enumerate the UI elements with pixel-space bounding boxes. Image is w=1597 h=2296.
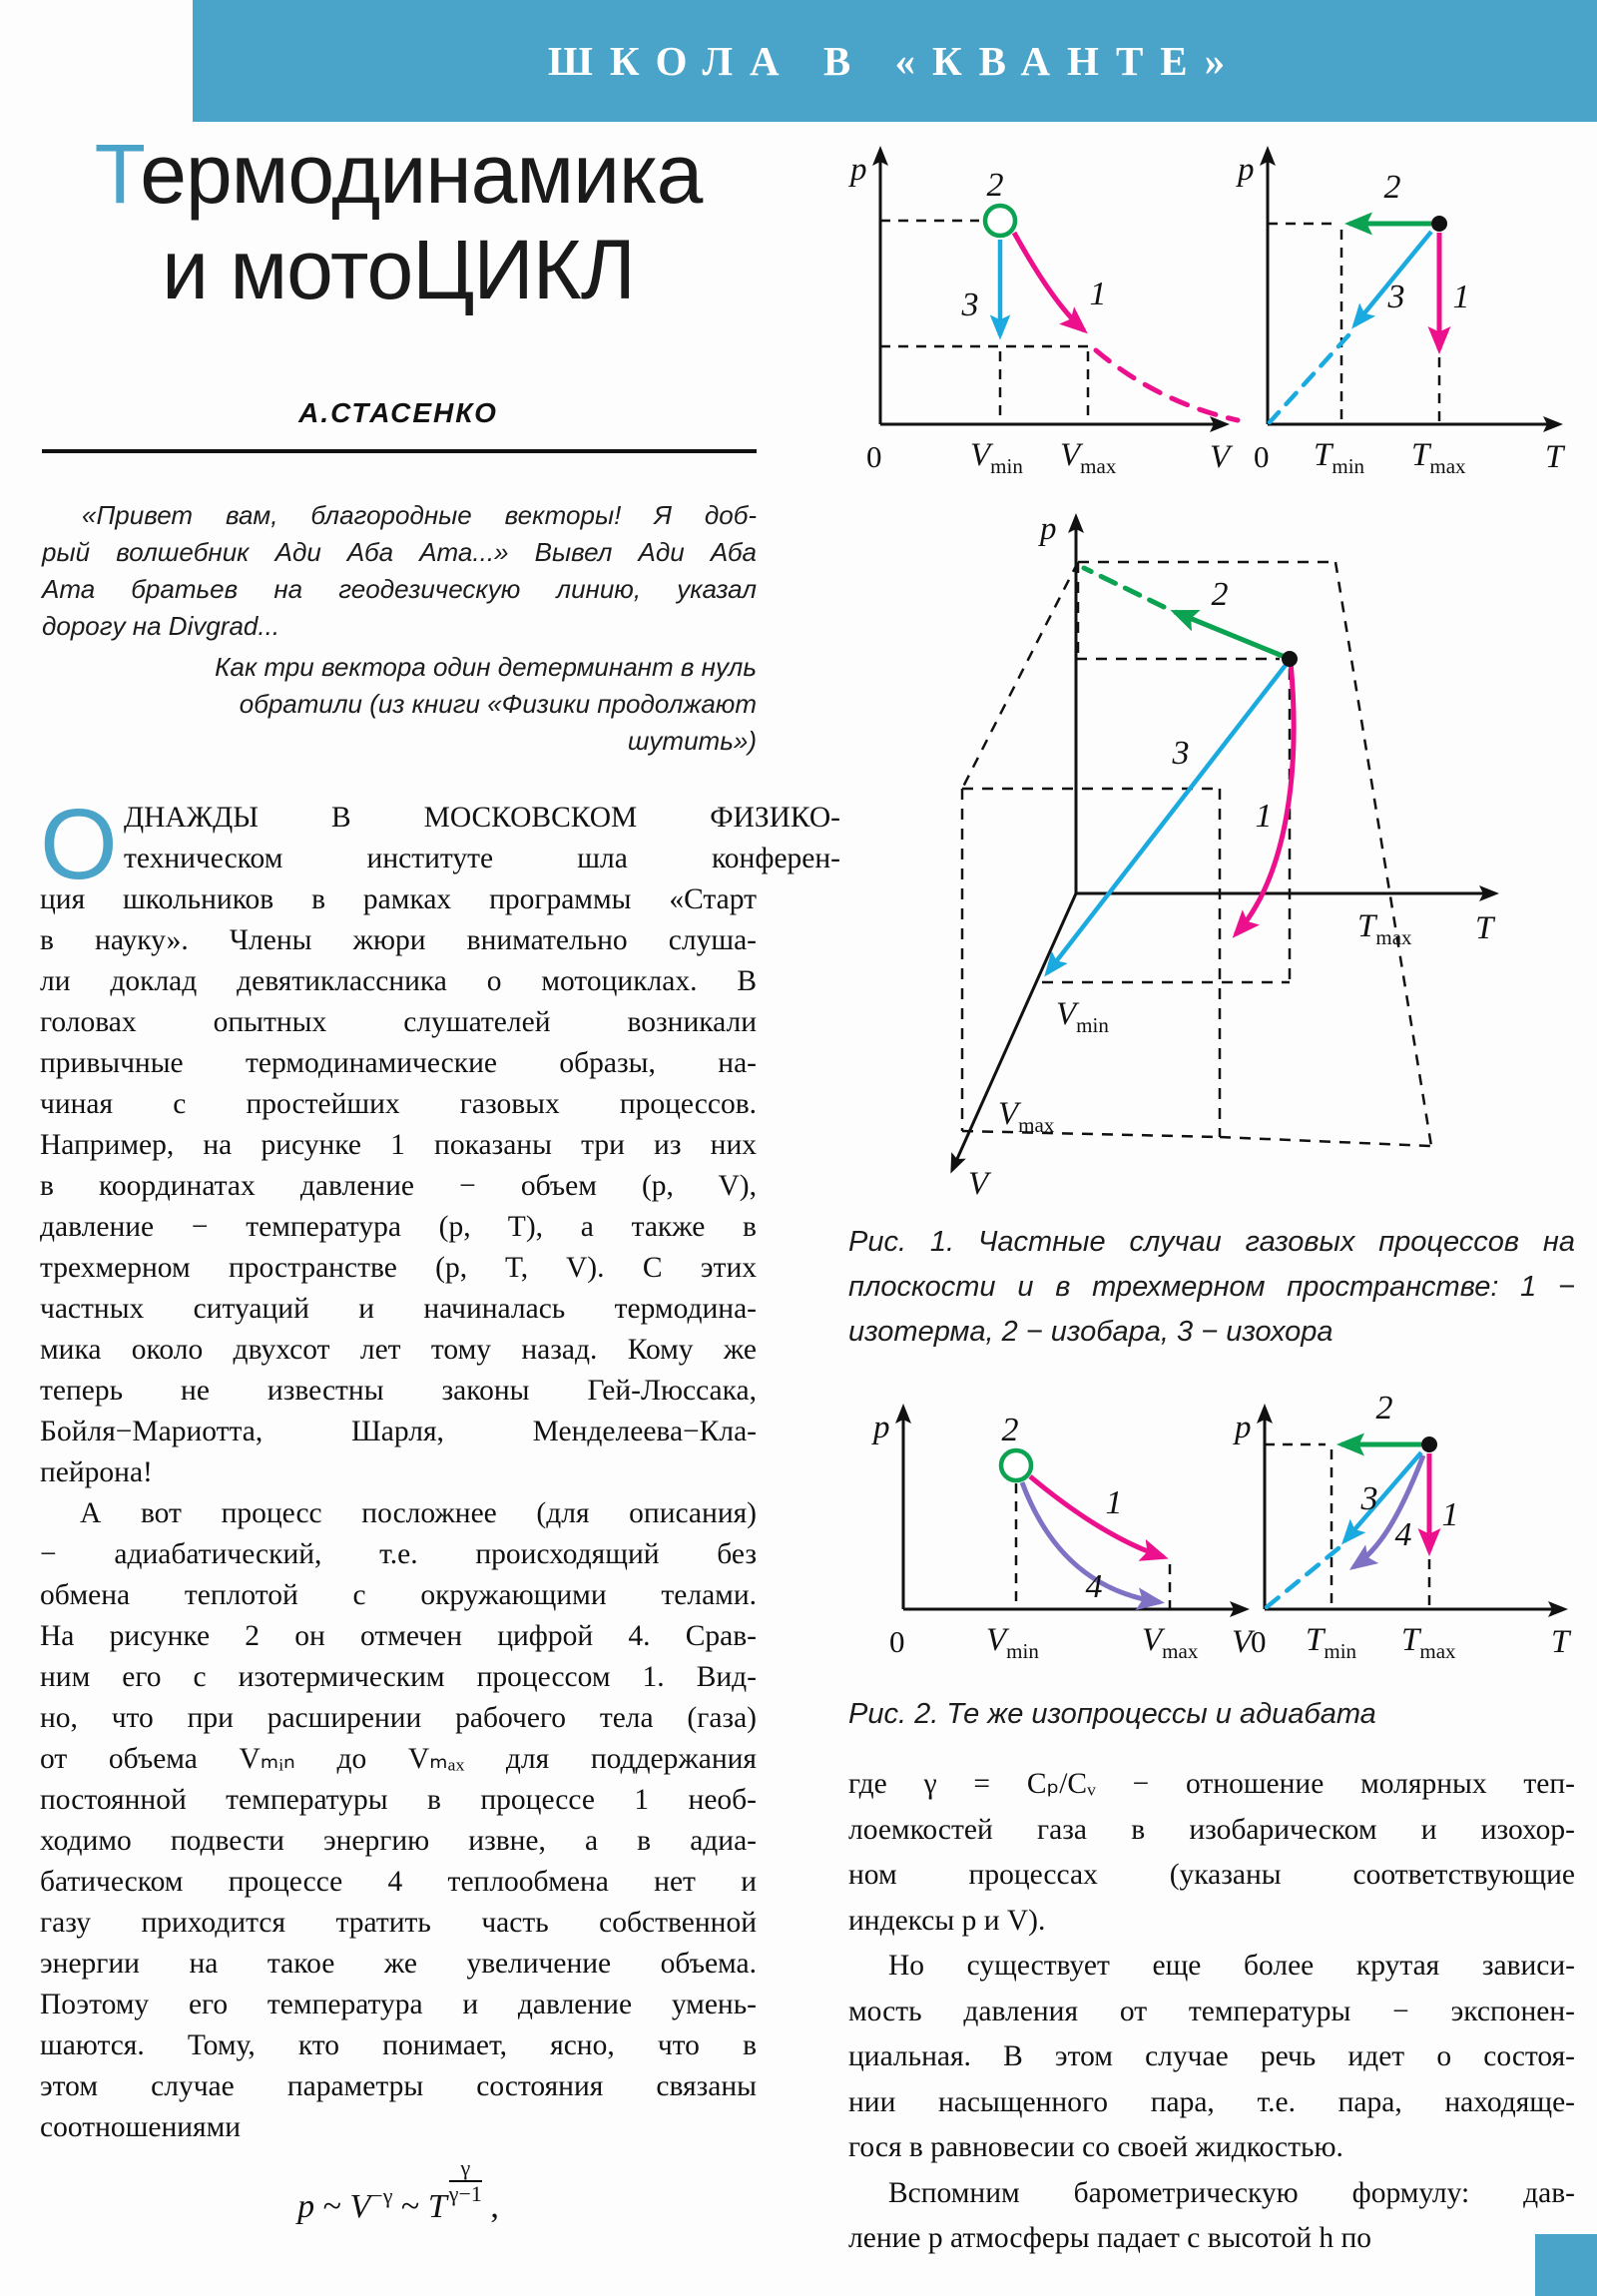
body-line: Но существует еще более крутая зависи-: [888, 1950, 1575, 1982]
p-axis-label: p: [1040, 511, 1057, 547]
v-axis-label: V: [1232, 1624, 1253, 1660]
epigraph-line: дорогу на Divgrad...: [42, 611, 280, 641]
formula-V: V: [349, 2188, 371, 2226]
article-title-line2: и мотоЦИКЛ: [162, 223, 635, 316]
body-line: техническом институте шла конферен-: [124, 843, 840, 874]
body-line: энергии на такое же увеличение объема.: [40, 1948, 757, 1980]
p-axis-label: p: [873, 1410, 890, 1445]
body-line: На рисунке 2 он отмечен цифрой 4. Срав-: [40, 1620, 757, 1652]
title-line1-rest: ермодинамика: [140, 127, 703, 221]
fig1-3d-diagram: [898, 494, 1577, 1213]
fraction-denominator: γ−1: [448, 2181, 482, 2207]
body-line: от объема Vₘᵢₙ до Vₘₐₓ для поддержания: [40, 1743, 757, 1775]
tmin-label: Tmin: [1314, 437, 1365, 478]
vmin-label: Vmin: [1056, 996, 1109, 1037]
curve-label-2: 2: [986, 167, 1004, 204]
body-line: Бойля−Мариотта, Шарля, Менделеева−Кла-: [40, 1416, 757, 1447]
body-line: ДНАЖДЫ В МОСКОВСКОМ ФИЗИКО-: [124, 802, 840, 834]
body-line: индексы p и V).: [848, 1904, 1046, 1937]
body-line: нии насыщенного пара, т.е. пара, находяще-: [848, 2085, 1575, 2118]
curve-label-2: 2: [1211, 576, 1229, 613]
formula-T-exp-fraction: [449, 2156, 482, 2206]
body-line: Поэтому его температура и давление умень-: [40, 1989, 757, 2020]
state-point-dot: [1282, 651, 1298, 667]
body-line: где γ = Cₚ/Cᵥ − отношение молярных теп-: [848, 1768, 1575, 1800]
p-axis-label: p: [1235, 1410, 1252, 1445]
vmin-label: Vmin: [970, 437, 1023, 478]
curve-label-1: 1: [1441, 1496, 1459, 1533]
body-line: мость давления от температуры − экспонен-: [848, 1995, 1575, 2027]
dropcap-letter: О: [40, 789, 118, 900]
fig2-pt-diagram: [1235, 1388, 1597, 1687]
v-axis-label: V: [1210, 439, 1231, 475]
body-line: ция школьников в рамках программы «Старт: [40, 883, 757, 915]
body-line: Например, на рисунке 1 показаны три из них: [40, 1129, 757, 1161]
section-banner-title: ШКОЛА В «КВАНТЕ»: [547, 38, 1243, 84]
curve-label-1: 1: [1452, 279, 1470, 315]
epigraph-line: Ата братьев на геодезическую линию, указал: [42, 574, 757, 604]
body-line: циальная. В этом случае речь идет о состоя-: [848, 2040, 1575, 2072]
author-name: А.СТАСЕНКО: [298, 397, 498, 428]
state-point-circle: [985, 206, 1015, 236]
fig1-pv-diagram: [838, 120, 1258, 484]
state-point-dot: [1431, 216, 1447, 232]
curve-label-1: 1: [1089, 276, 1107, 312]
formula-sim: ~: [400, 2188, 420, 2226]
origin-label: 0: [1251, 1624, 1267, 1659]
origin-label: 0: [1254, 439, 1270, 474]
isotherm-curve: [1014, 233, 1084, 330]
body-line: Вспомним барометрическую формулу: дав-: [888, 2176, 1575, 2209]
body-line: батическом процессе 4 теплообмена нет и: [40, 1866, 757, 1898]
t-axis-label: T: [1475, 910, 1494, 946]
body-line: обмена теплотой с окружающими телами.: [40, 1579, 757, 1611]
body-line: трехмерном пространстве (p, T, V). С этих: [40, 1252, 757, 1284]
author-rule: [42, 449, 757, 453]
body-line: ном процессах (указаны соответствующие: [848, 1859, 1575, 1891]
body-line: газу приходится тратить часть собственной: [40, 1907, 757, 1939]
formula-comma: ,: [490, 2188, 499, 2226]
body-line: в науку». Члены жюри внимательно слуша-: [40, 924, 757, 956]
article-title-line1: [40, 126, 757, 222]
fig1-pt-diagram: [1238, 120, 1597, 484]
page-corner-mark: [1535, 2234, 1597, 2296]
curve-label-3: 3: [1360, 1480, 1378, 1517]
t-axis-label: T: [1545, 439, 1564, 475]
title-initial: Т: [94, 127, 141, 221]
p-axis-label: p: [850, 152, 867, 188]
tmin-label: Tmin: [1306, 1622, 1357, 1663]
curve-label-1: 1: [1105, 1484, 1123, 1521]
body-line: гося в равновесии со своей жидкостью.: [848, 2131, 1343, 2163]
vmax-label: Vmax: [998, 1096, 1055, 1137]
body-line: частных ситуаций и начиналась термодина-: [40, 1293, 757, 1325]
fig2-pv-diagram: [838, 1388, 1258, 1687]
body-line: − адиабатический, т.е. происходящий без: [40, 1538, 757, 1570]
dashed-box: [962, 562, 1431, 1146]
tmax-label: Tmax: [1411, 437, 1466, 478]
vmax-label: Vmax: [1142, 1622, 1199, 1663]
isobar-dashed-tail: [1084, 568, 1164, 607]
isochore-dashed-tail: [1267, 1548, 1338, 1607]
curve-label-2: 2: [1383, 169, 1401, 206]
p-axis-label: p: [1238, 152, 1255, 188]
formula-V-exp: −γ: [370, 2183, 393, 2209]
body-line: но, что при расширении рабочего тела (газа): [40, 1702, 757, 1734]
body-line: головах опытных слушателей возникали: [40, 1006, 757, 1038]
body-line: лоемкостей газа в изобарическом и изохор-: [848, 1813, 1575, 1846]
body-line: постоянной температуры в процессе 1 необ-: [40, 1784, 757, 1816]
body-line: чиная с простейших газовых процессов.: [40, 1088, 757, 1120]
t-axis-label: T: [1551, 1624, 1570, 1660]
curve-label-3: 3: [961, 287, 979, 323]
curve-label-2: 2: [1375, 1390, 1393, 1427]
curve-label-1: 1: [1255, 798, 1273, 835]
formula-T: T: [427, 2188, 447, 2226]
isochore-arrow: [1047, 660, 1290, 973]
body-line: этом случае параметры состояния связаны: [40, 2070, 757, 2102]
body-line: шаются. Тому, кто понимает, ясно, что в: [40, 2029, 757, 2061]
body-line: пейрона!: [40, 1456, 153, 1488]
body-line: теперь не известны законы Гей-Люссака,: [40, 1375, 757, 1407]
isotherm-curve: [1030, 1476, 1164, 1557]
epigraph-source-line: Как три вектора один детерминант в нуль: [215, 652, 757, 682]
adiabat-formula: [40, 2156, 757, 2226]
vmax-label: Vmax: [1060, 437, 1117, 478]
body-line: ление p атмосферы падает с высотой h по: [848, 2222, 1372, 2254]
state-point-dot: [1421, 1436, 1437, 1452]
body-line: ним его с изотермическим процессом 1. Вид-: [40, 1661, 757, 1693]
body-line: в координатах давление − объем (p, V),: [40, 1170, 757, 1202]
v-axis-label: V: [968, 1166, 989, 1202]
body-line: мика около двухсот лет тому назад. Кому же: [40, 1334, 757, 1366]
isotherm-dashed-tail: [1096, 350, 1238, 420]
formula-sim: ~: [322, 2188, 341, 2226]
epigraph-source-line: обратили (из книги «Физики продолжают: [239, 689, 757, 719]
body-line: соотношениями: [40, 2111, 242, 2143]
fig2-caption: Рис. 2. Те же изопроцессы и адиабата: [848, 1698, 1376, 1730]
curve-label-3: 3: [1387, 279, 1405, 315]
section-banner: [193, 0, 1597, 122]
isochore-dashed-tail: [1270, 335, 1348, 422]
formula-p: p: [297, 2188, 315, 2226]
body-line: ходимо подвести энергию извне, а в адиа-: [40, 1825, 757, 1857]
curve-label-4: 4: [1394, 1516, 1412, 1553]
isobar-arrow: [1175, 612, 1290, 659]
origin-label: 0: [866, 439, 882, 474]
body-line: привычные термодинамические образы, на-: [40, 1047, 757, 1079]
curve-label-2: 2: [1001, 1412, 1019, 1448]
fig1-caption-line: плоскости и в трехмерном пространстве: 1 −: [848, 1271, 1575, 1303]
body-line: ли доклад девятиклассника о мотоциклах. В: [40, 965, 757, 997]
body-line: А вот процесс посложнее (для описания): [80, 1497, 757, 1529]
vmin-label: Vmin: [986, 1622, 1039, 1663]
origin-label: 0: [889, 1624, 905, 1659]
tmax-label: Tmax: [1401, 1622, 1456, 1663]
curve-label-4: 4: [1085, 1568, 1103, 1605]
body-line: давление − температура (p, T), а также в: [40, 1211, 757, 1243]
curve-label-3: 3: [1172, 735, 1190, 772]
epigraph-line: «Привет вам, благородные векторы! Я доб-: [82, 500, 757, 530]
fraction-numerator: γ: [449, 2156, 482, 2182]
epigraph-line: рый волшебник Ади Аба Ата...» Вывел Ади Аба: [42, 537, 757, 567]
fig1-caption-line: Рис. 1. Частные случаи газовых процессов на: [848, 1226, 1575, 1258]
epigraph-source-line: шутить»): [627, 726, 757, 756]
fig1-caption-line: изотерма, 2 − изобара, 3 − изохора: [848, 1316, 1333, 1348]
tmax-label: Tmax: [1357, 908, 1412, 949]
state-point-circle: [1001, 1450, 1031, 1480]
